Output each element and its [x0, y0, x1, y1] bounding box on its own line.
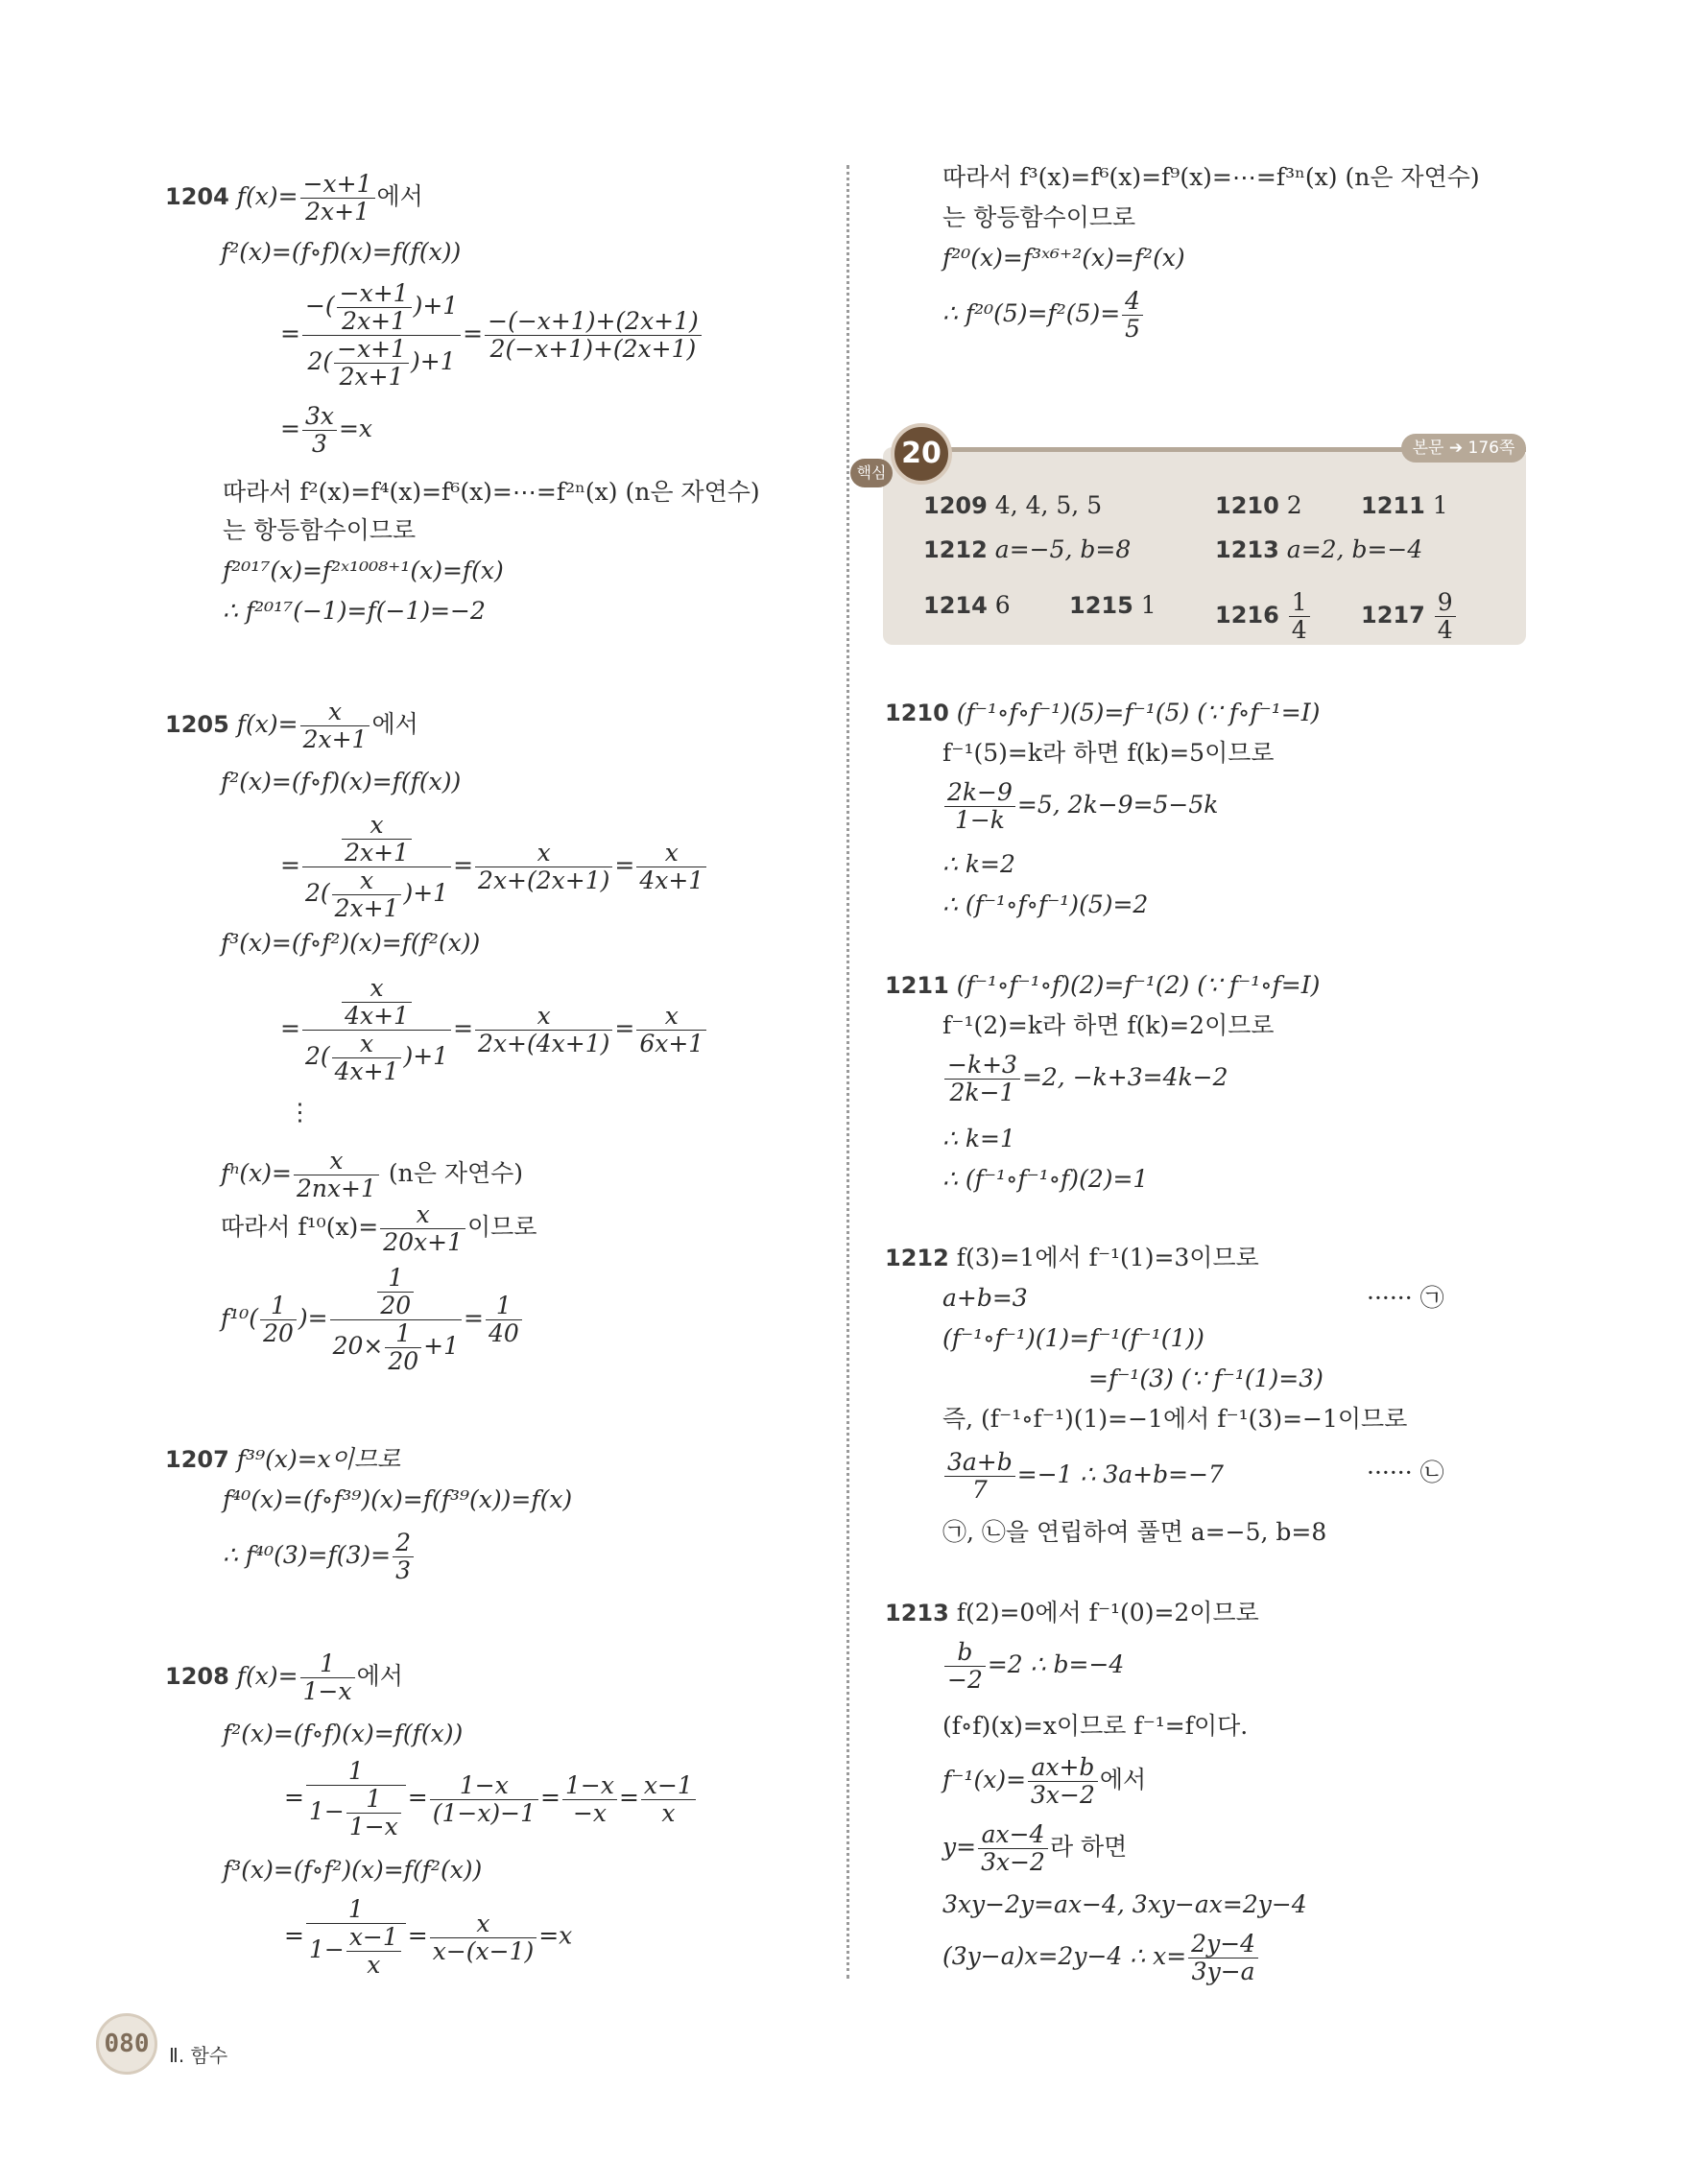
- numerator: −(−x+1)+(2x+1): [485, 308, 702, 336]
- text: f⁻¹(x)=: [942, 1766, 1027, 1793]
- text: f(3)=1에서 f⁻¹(1)=3이므로: [956, 1244, 1259, 1271]
- numerator: 2y−4: [1188, 1931, 1258, 1958]
- problem-1204-line2: f²(x)=(f∘f)(x)=f(f(x)): [221, 238, 462, 266]
- fraction: [430, 1772, 538, 1827]
- fraction: [430, 1911, 537, 1965]
- text: =2 ∴ b=−4: [987, 1650, 1125, 1678]
- answer-value: 4, 4, 5, 5: [994, 491, 1103, 519]
- answer-1217: [1361, 589, 1458, 644]
- numerator: x: [636, 1003, 706, 1031]
- problem-1204-line4: [280, 403, 372, 458]
- numerator: ax+b: [1028, 1754, 1098, 1782]
- numerator: 2k−9: [944, 779, 1015, 807]
- numerator: 1: [300, 1650, 355, 1678]
- text: 2(: [304, 1042, 330, 1070]
- problem-1212-line5: 즉, (f⁻¹∘f⁻¹)(1)=−1에서 f⁻¹(3)=−1이므로: [942, 1405, 1408, 1433]
- fraction: [300, 171, 375, 226]
- denominator: 20: [388, 1347, 419, 1375]
- problem-1208-line5: = 1 1− $\frac{x-1}{x}$ = $\frac{x}{x-(x-1)}$ =x: [284, 1895, 573, 1979]
- text: =: [463, 320, 484, 347]
- numerator: 1−x: [430, 1772, 538, 1800]
- numerator: x−1: [346, 1924, 401, 1952]
- fraction: [260, 1293, 297, 1347]
- text: 2(: [307, 347, 333, 375]
- text: 1−: [308, 1797, 345, 1825]
- text: 이므로: [467, 1213, 537, 1241]
- denominator: 3x−2: [981, 1848, 1045, 1876]
- numerator: x: [475, 1003, 612, 1031]
- fraction: [485, 308, 702, 363]
- numerator: ax−4: [978, 1821, 1048, 1849]
- text: fⁿ(x)=: [221, 1159, 292, 1187]
- text: =−1 ∴ 3a+b=−7: [1016, 1460, 1224, 1488]
- numerator: [302, 280, 461, 336]
- denominator: 4: [1437, 616, 1453, 644]
- problem-number: 1217: [1361, 602, 1425, 629]
- text: )+1: [403, 1042, 449, 1070]
- numerator: 9: [1435, 589, 1456, 617]
- problem-1210-line3: [942, 779, 1218, 834]
- fraction: [393, 1530, 414, 1584]
- denominator: [306, 1924, 406, 1979]
- text: =2, −k+3=4k−2: [1021, 1063, 1228, 1091]
- text: (3y−a)x=2y−4 ∴ x=: [942, 1942, 1187, 1970]
- problem-number: 1211: [885, 972, 949, 999]
- column-divider: [846, 165, 849, 1979]
- chapter-label: Ⅱ. 함수: [169, 2044, 228, 2067]
- text: 2(: [304, 879, 330, 907]
- text: =5, 2k−9=5−5k: [1016, 791, 1219, 819]
- problem-number: 1212: [885, 1245, 949, 1271]
- fraction: [1289, 589, 1310, 644]
- numerator: 3x: [302, 403, 337, 431]
- text: 따라서 f¹⁰(x)=: [221, 1213, 379, 1241]
- answer-1210: [1215, 489, 1302, 522]
- text: (f⁻¹∘f∘f⁻¹)(5)=f⁻¹(5) (∵ f∘f⁻¹=I): [956, 699, 1321, 726]
- text: −(: [304, 292, 335, 320]
- fraction: [475, 840, 612, 894]
- text: 에서: [371, 710, 418, 738]
- denominator: 1−k: [954, 806, 1005, 834]
- equation-marker-1: ······ ㉠: [1367, 1284, 1444, 1312]
- problem-number: 1209: [923, 492, 988, 519]
- top-line4: [942, 288, 1145, 343]
- denominator: [306, 1786, 406, 1840]
- numerator: [302, 812, 451, 867]
- denominator: 20x+1: [383, 1228, 464, 1256]
- problem-1205-line8: [221, 1265, 524, 1375]
- denominator: 6x+1: [639, 1030, 704, 1057]
- answer-value: a=2, b=−4: [1286, 535, 1423, 563]
- problem-number: 1211: [1361, 492, 1425, 519]
- problem-1204-line5: 따라서 f²(x)=f⁴(x)=f⁶(x)=⋯=f²ⁿ(x) (n은 자연수): [223, 478, 760, 506]
- text: 라 하면: [1049, 1833, 1128, 1861]
- answer-1215: [1069, 589, 1156, 622]
- text: 에서: [1099, 1766, 1147, 1793]
- text: )+1: [411, 347, 456, 375]
- top-line1: 따라서 f³(x)=f⁶(x)=f⁹(x)=⋯=f³ⁿ(x) (n은 자연수): [942, 163, 1480, 191]
- problem-1213-line1: [885, 1597, 1259, 1629]
- numerator: −k+3: [944, 1052, 1020, 1080]
- vertical-ellipsis: ⋮: [288, 1098, 312, 1126]
- fraction: [302, 403, 337, 458]
- fraction: [342, 812, 412, 866]
- text: f(x)=: [236, 182, 298, 210]
- problem-1205-line1: [165, 699, 418, 753]
- denominator: 4x+1: [334, 1057, 399, 1085]
- answer-1211: [1361, 489, 1448, 522]
- problem-1212-line4: =f⁻¹(3) (∵ f⁻¹(1)=3): [1088, 1365, 1323, 1392]
- fraction: [475, 1003, 612, 1057]
- fraction: [342, 975, 412, 1030]
- answer-value: a=−5, b=8: [994, 535, 1132, 563]
- problem-1211-line5: ∴ (f⁻¹∘f⁻¹∘f)(2)=1: [942, 1165, 1149, 1193]
- text: +1: [423, 1332, 460, 1360]
- denominator: 3: [312, 430, 327, 458]
- denominator: 1−x: [348, 1813, 398, 1840]
- fraction: [332, 1031, 402, 1085]
- fraction: [337, 280, 412, 335]
- numerator: x−1: [641, 1772, 696, 1800]
- problem-1213-line6: 3xy−2y=ax−4, 3xy−ax=2y−4: [942, 1890, 1307, 1918]
- problem-1213-line7: [942, 1931, 1260, 1985]
- fraction: [944, 1052, 1020, 1106]
- fraction: [334, 336, 409, 391]
- numerator: 1: [346, 1786, 401, 1814]
- problem-1212-line2: a+b=3: [942, 1284, 1028, 1312]
- problem-1207-line2: f⁴⁰(x)=(f∘f³⁹)(x)=f(f³⁹(x))=f(x): [223, 1485, 573, 1513]
- fraction: [486, 1293, 522, 1347]
- problem-1213-line5: [942, 1821, 1127, 1876]
- problem-1212-line6: [942, 1449, 1224, 1504]
- problem-1213-line4: [942, 1754, 1146, 1809]
- fraction: [944, 1639, 986, 1694]
- numerator: x: [475, 840, 612, 867]
- text: =: [280, 415, 300, 442]
- fraction: [377, 1265, 414, 1319]
- problem-number: 1215: [1069, 592, 1133, 619]
- text: ∴ f⁴⁰(3)=f(3)=: [223, 1541, 392, 1569]
- denominator: −2: [947, 1666, 983, 1694]
- answer-value: 1: [1140, 591, 1156, 619]
- problem-1211-line2: f⁻¹(2)=k라 하면 f(k)=2이므로: [942, 1011, 1275, 1039]
- problem-1210-line5: ∴ (f⁻¹∘f∘f⁻¹)(5)=2: [942, 890, 1149, 918]
- numerator: −x+1: [334, 336, 409, 364]
- denominator: 20: [263, 1319, 294, 1347]
- numerator: 1−x: [562, 1772, 617, 1800]
- problem-1213-line2: [942, 1639, 1124, 1694]
- answer-value: 6: [994, 591, 1011, 619]
- fraction: [332, 867, 402, 922]
- denominator: 20: [380, 1292, 412, 1319]
- denominator: 40: [488, 1319, 519, 1347]
- numerator: 4: [1122, 288, 1143, 316]
- denominator: −x: [572, 1798, 607, 1827]
- answer-1213: [1215, 534, 1422, 566]
- numerator: −x+1: [337, 280, 412, 308]
- text: (f⁻¹∘f⁻¹∘f)(2)=f⁻¹(2) (∵ f⁻¹∘f=I): [956, 971, 1321, 999]
- text: f(2)=0에서 f⁻¹(0)=2이므로: [956, 1599, 1259, 1626]
- problem-1208-line4: f³(x)=(f∘f²)(x)=f(f²(x)): [223, 1856, 483, 1884]
- fraction: [641, 1772, 696, 1827]
- denominator: 4: [1291, 616, 1307, 644]
- denominator: 2x+1: [302, 725, 368, 753]
- numerator: [330, 1265, 462, 1320]
- problem-1210-line4: ∴ k=2: [942, 850, 1015, 878]
- text: f(x)=: [236, 1662, 298, 1690]
- problem-1211-line4: ∴ k=1: [942, 1125, 1015, 1152]
- fraction: [1435, 589, 1456, 644]
- text: 1−: [308, 1935, 345, 1963]
- problem-number: 1204: [165, 183, 229, 210]
- text: f(x)=: [236, 710, 298, 738]
- denominator: [302, 867, 451, 922]
- text: =x: [338, 415, 373, 442]
- numerator: 1: [1289, 589, 1310, 617]
- denominator: 2x+1: [345, 839, 409, 866]
- denominator: [302, 1031, 451, 1085]
- denominator: 3x−2: [1031, 1781, 1095, 1809]
- denominator: x: [367, 1951, 381, 1979]
- numerator: 1: [486, 1293, 522, 1320]
- numerator: x: [332, 867, 402, 895]
- fraction: [380, 1201, 465, 1256]
- denominator: 4x+1: [345, 1002, 409, 1030]
- page-reference-tag: 본문 ➔ 176쪽: [1401, 434, 1526, 463]
- equation-marker-2: ······ ㉡: [1367, 1459, 1444, 1486]
- fraction: [306, 1758, 406, 1840]
- problem-1208-line3: = 1 1− $\frac{1}{1-x}$ = $\frac{1-x}{(1-x)-1}$ = $\frac{1-x}{-x}$ = $\frac{x-1}{x}$: [284, 1758, 698, 1840]
- problem-1212-line3: (f⁻¹∘f⁻¹)(1)=f⁻¹(f⁻¹(1)): [942, 1324, 1204, 1352]
- problem-1205-line5: = $\frac{x}{4x+1}$ 2( $\frac{x}{4x+1}$ )+1 = $\frac{x}{2x+(4x+1)}$ = $\frac{x}{6x+1}$: [280, 975, 708, 1085]
- problem-1207-line3: [223, 1530, 416, 1584]
- problem-1205-line6: [221, 1148, 523, 1202]
- problem-1208-line2: f²(x)=(f∘f)(x)=f(f(x)): [223, 1720, 464, 1747]
- numerator: x: [300, 699, 370, 726]
- denominator: 2k−1: [949, 1079, 1015, 1106]
- answer-1214: [923, 589, 1011, 622]
- fraction: [300, 699, 370, 753]
- numerator: x: [430, 1911, 537, 1938]
- text: =x: [538, 1921, 573, 1950]
- numerator: 1: [385, 1320, 421, 1348]
- denominator: 1−x: [302, 1677, 352, 1705]
- fraction: [636, 840, 706, 894]
- top-line3: f²⁰(x)=f³ˣ⁶⁺²(x)=f²(x): [942, 244, 1185, 272]
- fraction: [294, 1148, 379, 1202]
- problem-1211-line3: [942, 1052, 1228, 1106]
- answer-1212: [923, 534, 1131, 566]
- problem-number: 1216: [1215, 602, 1279, 629]
- denominator: 3y−a: [1191, 1958, 1255, 1985]
- denominator: 2x+1: [342, 307, 407, 335]
- answer-1216: [1215, 589, 1312, 644]
- denominator: 2x+(2x+1): [478, 866, 610, 894]
- denominator: x: [661, 1798, 676, 1827]
- text: 에서: [356, 1662, 403, 1690]
- fraction: [1122, 288, 1143, 343]
- top-line2: 는 항등함수이므로: [942, 203, 1136, 231]
- denominator: [302, 336, 461, 391]
- fraction: [944, 1449, 1015, 1504]
- problem-1204-line3: [280, 280, 703, 391]
- text: ∴ f²⁰(5)=f²(5)=: [942, 299, 1121, 327]
- numerator: x: [636, 840, 706, 867]
- problem-1207-line1: [165, 1443, 400, 1476]
- text: f³⁹(x)=x이므로: [236, 1445, 401, 1473]
- denominator: 3: [395, 1556, 412, 1584]
- key-badge: 20: [891, 423, 952, 485]
- page-number: 080: [96, 2013, 157, 2075]
- problem-number: 1210: [1215, 492, 1279, 519]
- denominator: 2(−x+1)+(2x+1): [489, 335, 697, 363]
- fraction: [1188, 1931, 1258, 1985]
- problem-number: 1205: [165, 711, 229, 738]
- problem-1212-line1: [885, 1242, 1259, 1274]
- problem-1205-line3: = $\frac{x}{2x+1}$ 2( $\frac{x}{2x+1}$ )+1 = $\frac{x}{2x+(2x+1)}$ = $\frac{x}{4x+1}$: [280, 812, 708, 922]
- problem-1212-line7: ㉠, ㉡을 연립하여 풀면 a=−5, b=8: [942, 1518, 1327, 1546]
- answer-1209: [923, 489, 1102, 522]
- text: )+1: [403, 879, 449, 907]
- fraction: [346, 1924, 401, 1979]
- denominator: 7: [971, 1476, 988, 1504]
- fraction: [978, 1821, 1048, 1876]
- problem-1204-line7: f²⁰¹⁷(x)=f²ˣ¹⁰⁰⁸⁺¹(x)=f(x): [223, 557, 504, 584]
- problem-1211-line1: [885, 969, 1320, 1002]
- denominator: [330, 1320, 462, 1375]
- text: (n은 자연수): [388, 1159, 524, 1187]
- problem-number: 1214: [923, 592, 988, 619]
- numerator: 1: [306, 1896, 406, 1924]
- numerator: 1: [260, 1293, 297, 1320]
- problem-1213-line3: (f∘f)(x)=x이므로 f⁻¹=f이다.: [942, 1712, 1249, 1740]
- text: )+1: [413, 292, 459, 320]
- denominator: 2x+1: [305, 198, 370, 226]
- answer-value: 1: [1432, 491, 1448, 519]
- fraction: [302, 812, 451, 922]
- fraction: [636, 1003, 706, 1057]
- fraction: [302, 975, 451, 1085]
- numerator: x: [380, 1201, 465, 1229]
- problem-number: 1210: [885, 700, 949, 726]
- problem-number: 1213: [885, 1600, 949, 1626]
- fraction: [944, 779, 1015, 834]
- problem-1210-line1: [885, 697, 1320, 729]
- numerator: x: [332, 1031, 402, 1058]
- fraction: [302, 280, 461, 391]
- numerator: 3a+b: [944, 1449, 1015, 1477]
- text: y=: [942, 1833, 977, 1861]
- numerator: x: [342, 812, 412, 840]
- denominator: 2x+1: [339, 363, 404, 391]
- fraction: [1028, 1754, 1098, 1809]
- problem-1204-line1: [165, 171, 423, 226]
- text: =: [280, 320, 300, 347]
- numerator: −x+1: [300, 171, 375, 199]
- denominator: 5: [1125, 315, 1141, 343]
- denominator: x−(x−1): [432, 1936, 535, 1965]
- fraction: [300, 1650, 355, 1705]
- fraction: [330, 1265, 462, 1375]
- numerator: b: [944, 1639, 986, 1667]
- denominator: 2x+(4x+1): [478, 1030, 610, 1057]
- text: 20×: [332, 1332, 384, 1360]
- numerator: x: [294, 1148, 379, 1175]
- problem-number: 1207: [165, 1446, 229, 1473]
- numerator: 1: [306, 1758, 406, 1786]
- fraction: [385, 1320, 421, 1375]
- fraction: [306, 1896, 406, 1979]
- problem-1208-line1: [165, 1650, 403, 1705]
- problem-number: 1213: [1215, 536, 1279, 563]
- numerator: [302, 975, 451, 1031]
- fraction: [562, 1772, 617, 1827]
- problem-1205-line2: f²(x)=(f∘f)(x)=f(f(x)): [221, 768, 462, 795]
- problem-1204-line6: 는 항등함수이므로: [223, 516, 417, 544]
- text: )=: [298, 1304, 328, 1332]
- text: f¹⁰(: [221, 1304, 259, 1332]
- problem-1210-line2: f⁻¹(5)=k라 하면 f(k)=5이므로: [942, 739, 1275, 767]
- problem-1204-line8: ∴ f²⁰¹⁷(−1)=f(−1)=−2: [223, 597, 486, 625]
- text: =: [464, 1304, 484, 1332]
- numerator: 1: [377, 1265, 414, 1293]
- key-label: 핵심: [850, 459, 893, 487]
- numerator: x: [342, 975, 412, 1003]
- problem-1205-line4: f³(x)=(f∘f²)(x)=f(f²(x)): [221, 929, 481, 957]
- fraction: [346, 1786, 401, 1840]
- problem-1205-line7: [221, 1201, 537, 1256]
- text: 에서: [376, 182, 423, 210]
- denominator: 4x+1: [639, 866, 704, 894]
- answer-value: 2: [1286, 491, 1302, 519]
- problem-number: 1208: [165, 1663, 229, 1690]
- denominator: 2nx+1: [296, 1175, 376, 1202]
- denominator: (1−x)−1: [432, 1798, 537, 1827]
- denominator: 2x+1: [334, 894, 399, 922]
- numerator: 2: [393, 1530, 414, 1557]
- problem-number: 1212: [923, 536, 988, 563]
